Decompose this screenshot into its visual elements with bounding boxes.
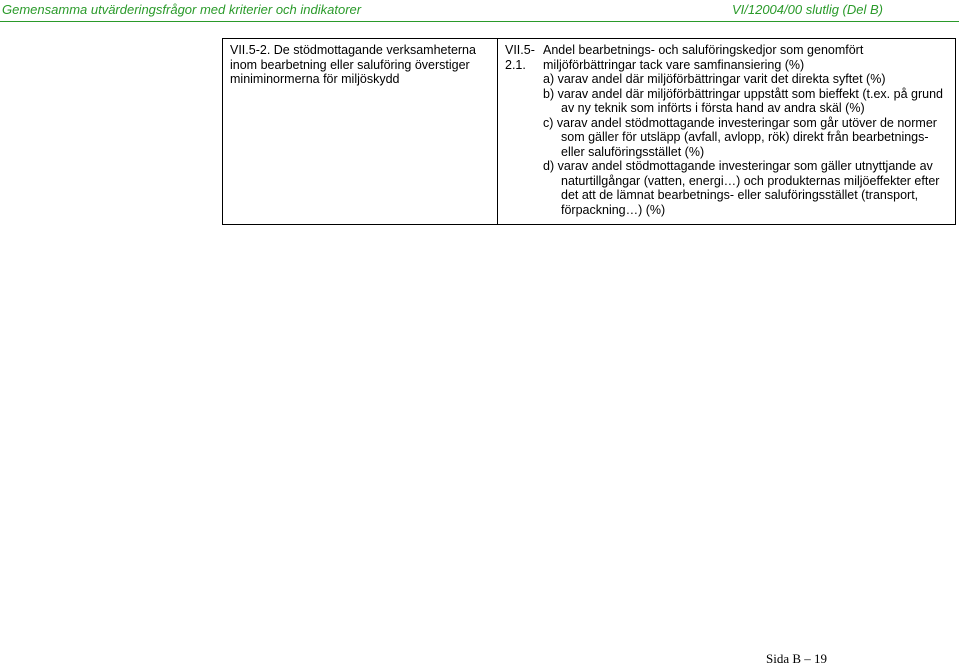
- indicator-item-b: b) varav andel där miljöförbättringar uppstått som bieffekt (t.ex. på grund av ny teknik som införts i första hand av andra skäl (%): [543, 86, 943, 115]
- indicator-number: VII.5- 2.1.: [505, 43, 535, 72]
- indicator-cell: [505, 43, 950, 217]
- criterion-cell: VII.5-2. De stödmottagande verksamheterna inom bearbetning eller saluföring överstiger miniminormerna för miljöskydd: [230, 43, 476, 86]
- indicator-item-c: c) varav andel stödmottagande investeringar som går utöver de normer som gäller för utsläpp (avfall, avlopp, rök) direkt från bearbetnings- eller saluföringsstället (%): [543, 115, 937, 159]
- criteria-table: [222, 38, 956, 225]
- header-rule: [0, 21, 959, 22]
- indicator-title-row: [505, 43, 950, 72]
- indicator-item-d: d) varav andel stödmottagande investeringar som gäller utnyttjande av naturtillgångar (vatten, energi…) och produkternas miljöeffekter efter det att de lämnat bearbetnings- eller saluföringsstället (transport, förpackning…) (%): [543, 159, 940, 217]
- indicator-title: Andel bearbetnings- och saluföringskedjor som genomfört miljöförbättringar tack vare samfinansiering (%): [543, 43, 864, 72]
- page-number: Sida B – 19: [766, 651, 828, 666]
- page-header: [0, 2, 959, 20]
- header-document-id: VI/12004/00 slutlig (Del B): [731, 2, 883, 17]
- column-divider: [497, 39, 498, 224]
- indicator-item-a: a) varav andel där miljöförbättringar varit det direkta syftet (%): [543, 72, 886, 86]
- header-title: Gemensamma utvärderingsfrågor med kriterier och indikatorer: [2, 2, 362, 17]
